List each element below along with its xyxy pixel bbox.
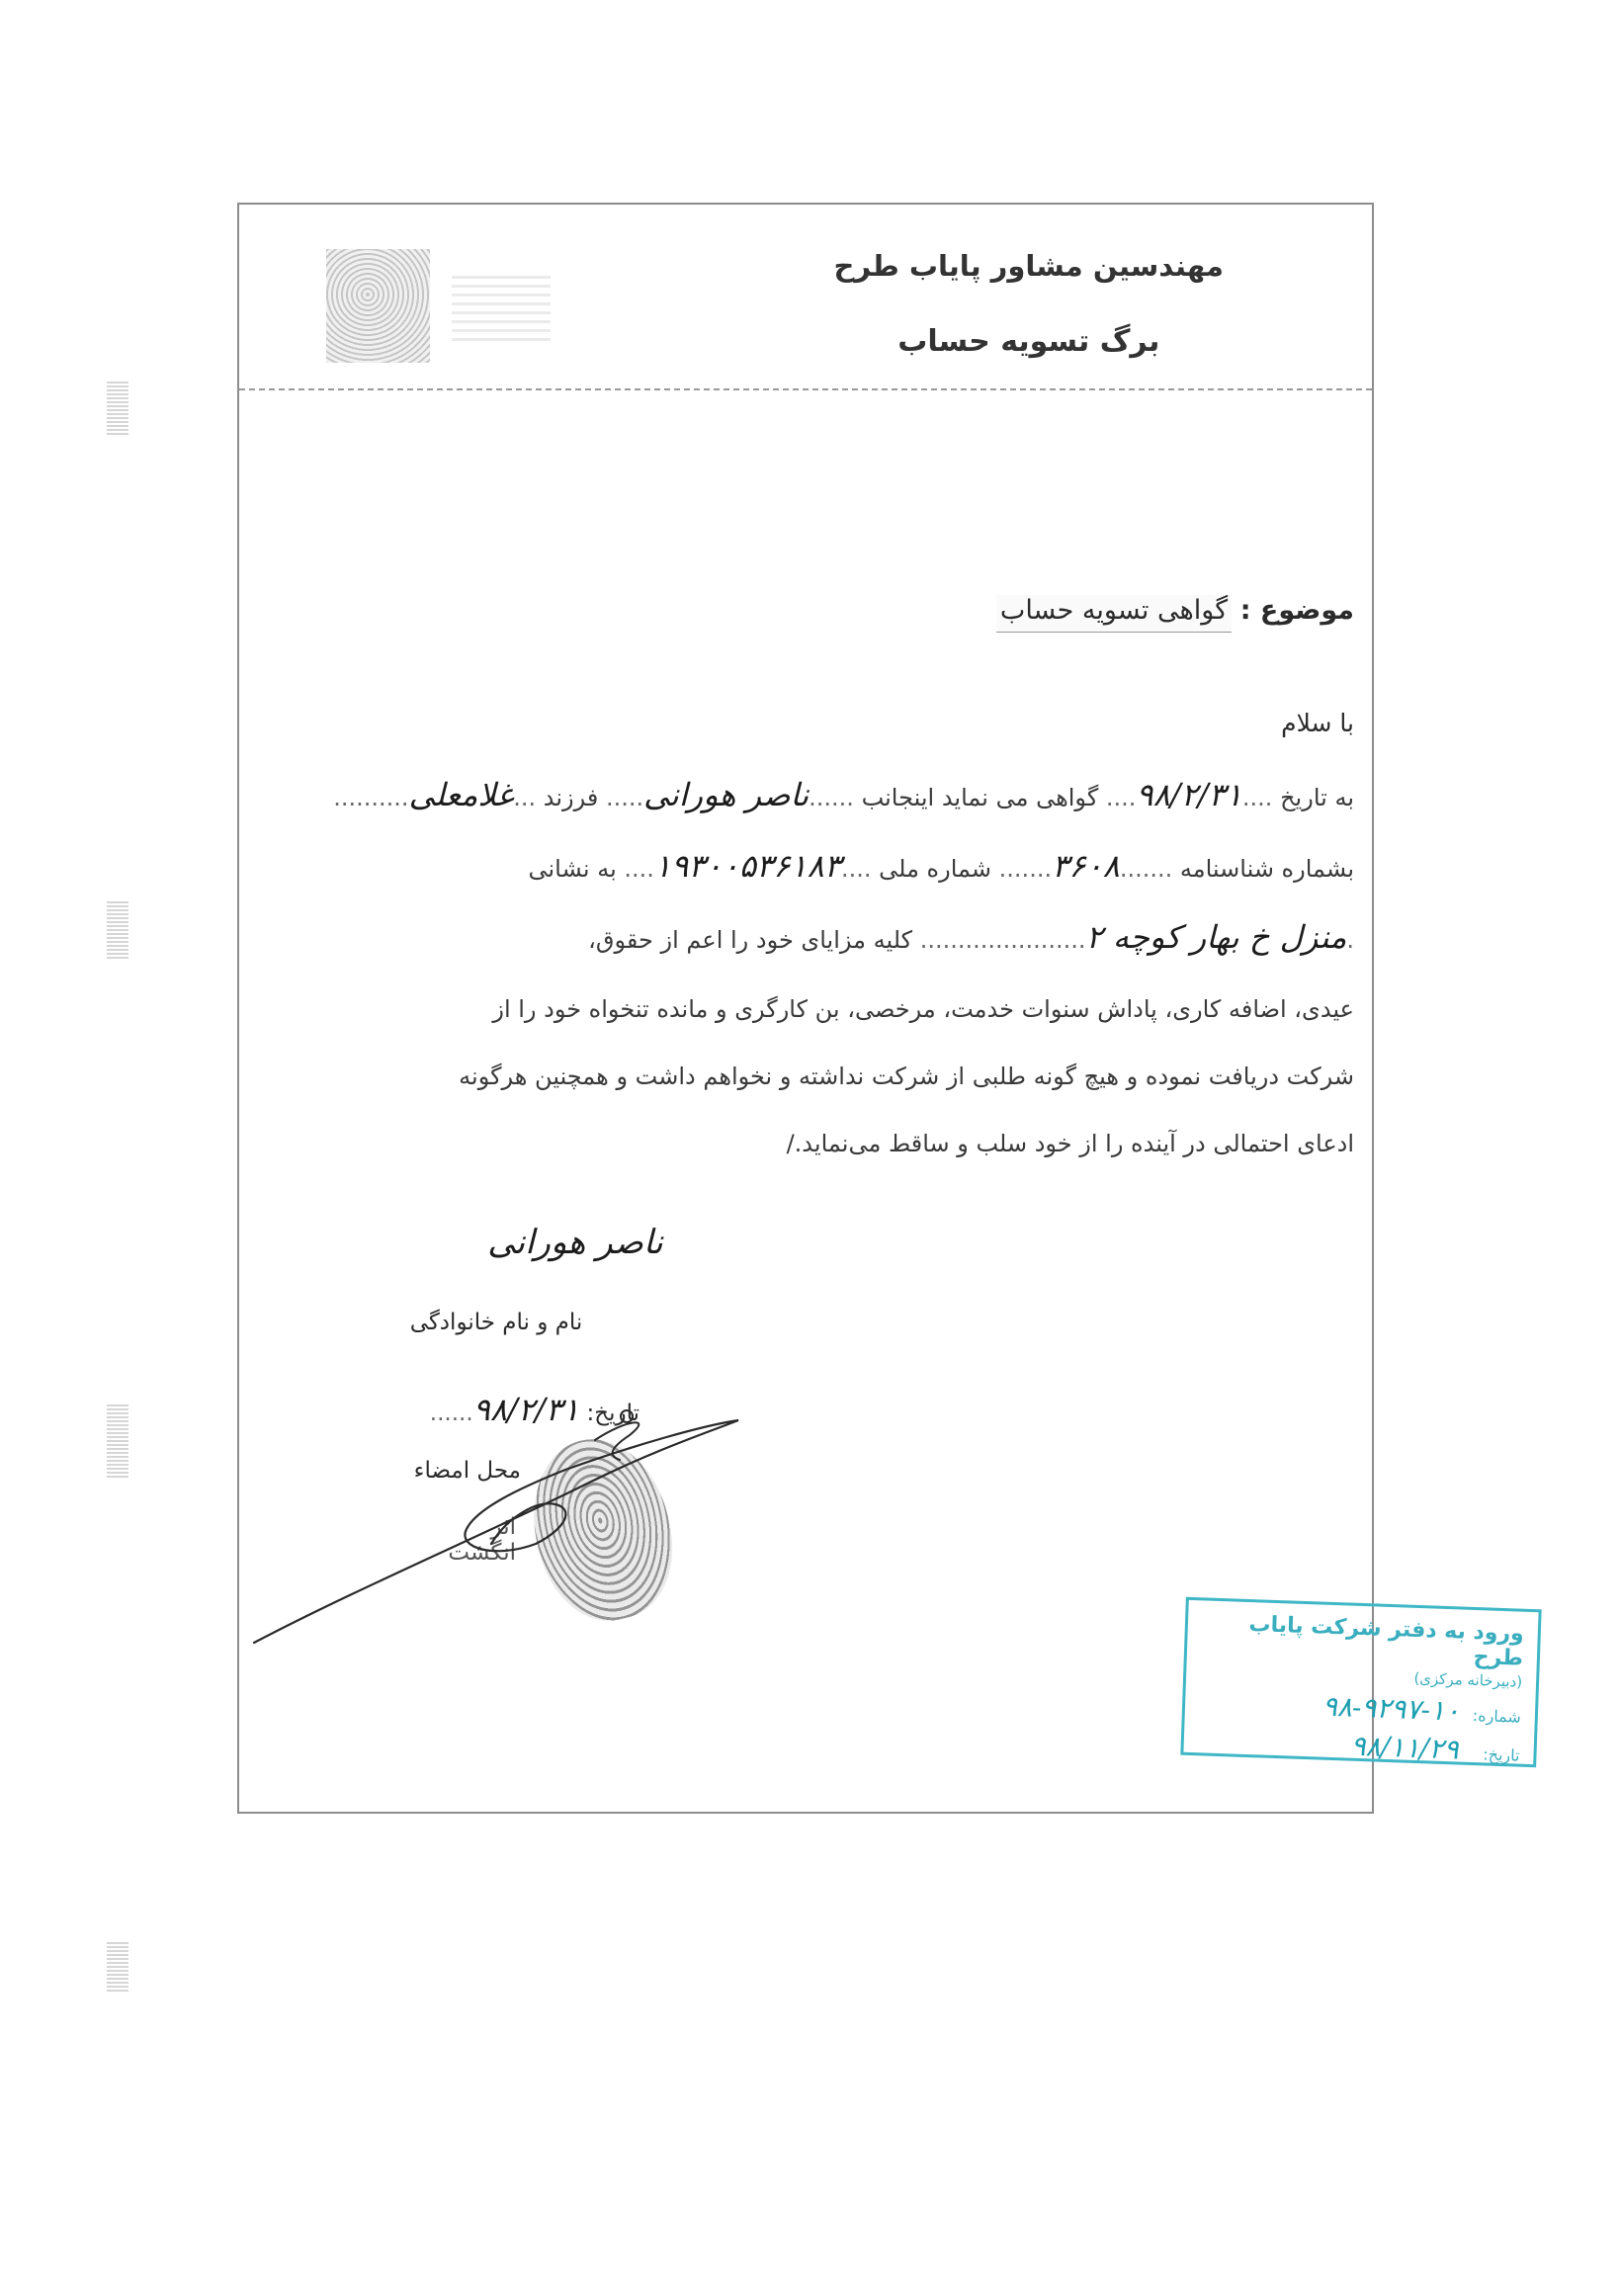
body-text: فرزند — [543, 784, 599, 811]
stamp-number-label: شماره: — [1472, 1705, 1522, 1727]
scan-mark — [107, 381, 128, 435]
dotted-fill: ...... — [809, 784, 854, 811]
body-text: به تاریخ — [1280, 784, 1354, 811]
dotted-fill: ....... — [998, 855, 1053, 883]
body-line-3 — [316, 918, 1354, 956]
sign-label: محل امضاء — [413, 1458, 521, 1484]
company-logo-text — [452, 272, 551, 341]
fingerprint-label: اثر انگشت — [448, 1514, 516, 1566]
handwritten-signature-date: ۹۸/۲/۳۱ — [472, 1391, 580, 1428]
dotted-fill: . — [1346, 926, 1354, 954]
body-line-4: عیدی، اضافه کاری، پاداش سنوات خدمت، مرخصی، بن کارگری و مانده تنخواه خود را از — [492, 995, 1354, 1023]
body-text: گواهی می نماید اینجانب — [861, 784, 1099, 811]
body-text: بشماره شناسنامه — [1179, 855, 1354, 883]
name-label: نام و نام خانوادگی — [409, 1310, 583, 1335]
header-divider — [239, 388, 1372, 390]
body-text: به نشانی — [528, 855, 617, 883]
handwritten-name: ناصر هورانی — [643, 776, 810, 813]
signature-date-label: تاریخ: — [586, 1401, 639, 1426]
handwritten-id-number: ۳۶۰۸ — [1052, 847, 1120, 885]
dotted-fill: .......... — [333, 784, 409, 811]
body-line-2 — [316, 847, 1354, 885]
body-text: کلیه مزایای خود را اعم از حقوق، — [588, 926, 913, 954]
handwritten-national-id: ۱۹۳۰۰۵۳۶۱۸۳ — [653, 847, 841, 885]
stamp-date-value: ۹۸/۱۱/۲۹ — [1350, 1729, 1460, 1766]
dotted-fill: ...... — [429, 1401, 473, 1426]
handwritten-date: ۹۸/۲/۳۱ — [1136, 776, 1242, 813]
scan-mark — [107, 899, 128, 959]
scan-mark — [107, 1942, 128, 1992]
dotted-fill: .... — [840, 855, 872, 883]
form-title: برگ تسویه حساب — [897, 324, 1160, 359]
dotted-fill: ... — [513, 784, 537, 811]
subject-label: موضوع : — [1239, 595, 1354, 626]
company-logo — [326, 249, 430, 363]
form-header — [834, 249, 1224, 359]
dotted-fill: .... — [624, 855, 654, 883]
stamp-title: ورود به دفتر شرکت پایاب طرح — [1248, 1612, 1525, 1671]
stamp-subtitle: (دبیرخانه مرکزی) — [1413, 1668, 1523, 1691]
dotted-fill: ...................... — [919, 926, 1086, 954]
stamp-number-value: ۹۸-۹۲۹۷-۱۰ — [1321, 1689, 1461, 1728]
signature-scribble-icon — [239, 1391, 793, 1648]
dotted-fill: .... — [1105, 784, 1137, 811]
subject-line — [996, 595, 1354, 633]
scan-mark — [107, 1403, 128, 1478]
body-line-1 — [316, 776, 1354, 813]
handwritten-signature-name: ناصر هورانی — [487, 1223, 663, 1262]
body-text: شماره ملی — [879, 855, 992, 883]
registration-stamp — [1180, 1597, 1541, 1767]
dotted-fill: ..... — [606, 784, 644, 811]
greeting: با سلام — [1281, 709, 1354, 737]
form-frame — [237, 203, 1525, 1814]
stamp-date-label: تاریخ: — [1482, 1744, 1520, 1765]
company-name: مهندسین مشاور پایاب طرح — [833, 249, 1224, 283]
dotted-fill: .... — [1241, 784, 1273, 811]
dotted-fill: ....... — [1119, 855, 1173, 883]
body-line-6: ادعای احتمالی در آینده را از خود سلب و ساقط می‌نماید./ — [786, 1130, 1354, 1157]
stamp-date-row — [1197, 1724, 1520, 1767]
handwritten-address: منزل خ بهار کوچه ۲ — [1085, 918, 1347, 956]
stamp-number-row — [1199, 1685, 1522, 1729]
body-line-5: شرکت دریافت نموده و هیچ گونه طلبی از شرکت نداشته و نخواهم داشت و همچنین هرگونه — [459, 1063, 1354, 1090]
handwritten-father-name: غلامعلی — [408, 776, 514, 813]
subject-value: گواهی تسویه حساب — [996, 595, 1232, 633]
